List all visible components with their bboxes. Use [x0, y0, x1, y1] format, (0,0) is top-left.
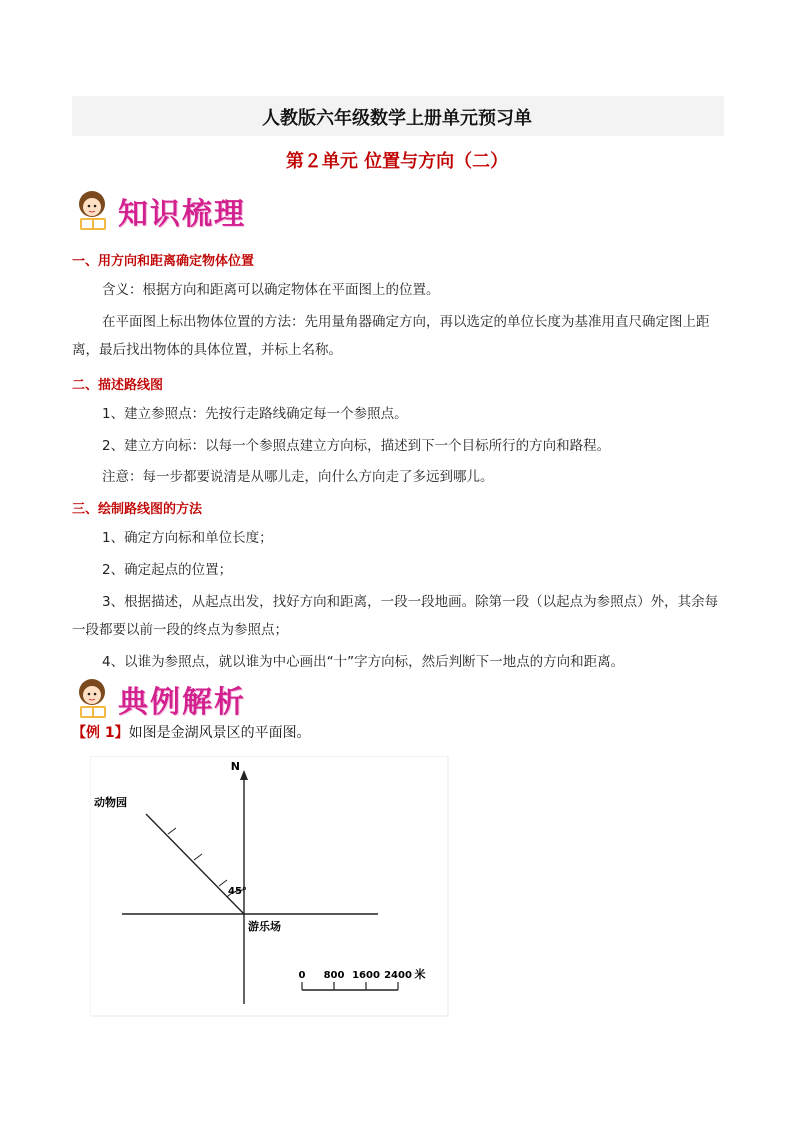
section-3-line-1: 1、确定方向标和单位长度；: [102, 530, 273, 546]
section-1-line-2: 在平面图上标出物体位置的方法：先用量角器确定方向，再以选定的单位长度为基准用直尺确定图上距离，最后找出物体的具体位置，并标上名称。: [72, 314, 710, 358]
section-3-line-3: 3、根据描述，从起点出发，找好方向和距离，一段一段地画。除第一段（以起点为参照点）外，其余每一段都要以前一段的终点为参照点；: [72, 594, 719, 638]
example-text: 如图是金湖风景区的平面图。: [128, 725, 311, 741]
section-heading-2: 二、描述路线图: [72, 378, 164, 393]
section-3-line-4: 4、以谁为参照点，就以谁为中心画出“十”字方向标，然后判断下一地点的方向和距离。: [102, 654, 625, 670]
section-2-line-3: 注意：每一步都要说清是从哪儿走，向什么方向走了多远到哪儿。: [102, 469, 494, 485]
section-2-line-2: 2、建立方向标：以每一个参照点建立方向标，描述到下一个目标所行的方向和路程。: [102, 438, 611, 454]
page-title: 人教版六年级数学上册单元预习单: [262, 108, 532, 129]
section-heading-3: 三、绘制路线图的方法: [72, 502, 203, 517]
student-reading-icon: [72, 676, 114, 722]
scenic-area-map: [90, 756, 450, 1018]
amusement-park-label: 游乐场: [248, 920, 281, 933]
knowledge-banner-text: 知识梳理: [118, 197, 246, 232]
page-subtitle: 第２单元 位置与方向（二）: [285, 151, 509, 172]
scale-label: 0: [298, 970, 306, 981]
scale-label: 1600: [352, 970, 380, 981]
scale-label: 2400: [384, 970, 412, 981]
example-tag: 【例 1】: [72, 725, 129, 741]
knowledge-banner: [72, 188, 246, 234]
section-heading-1: 一、用方向和距离确定物体位置: [72, 254, 255, 269]
example-1: [72, 722, 311, 742]
section-3-line-2: 2、确定起点的位置；: [102, 562, 233, 578]
north-label: N: [230, 760, 240, 773]
scale-unit: 米: [414, 968, 426, 981]
section-2-line-1: 1、建立参照点：先按行走路线确定每一个参照点。: [102, 406, 408, 422]
section-1-line-1: 含义：根据方向和距离可以确定物体在平面图上的位置。: [102, 282, 440, 298]
student-reading-icon: [72, 188, 114, 234]
angle-label: 45°: [228, 886, 247, 897]
scale-label: 800: [323, 970, 345, 981]
zoo-label: 动物园: [94, 796, 127, 809]
example-banner-text: 典例解析: [118, 685, 246, 720]
example-banner: [72, 676, 246, 722]
